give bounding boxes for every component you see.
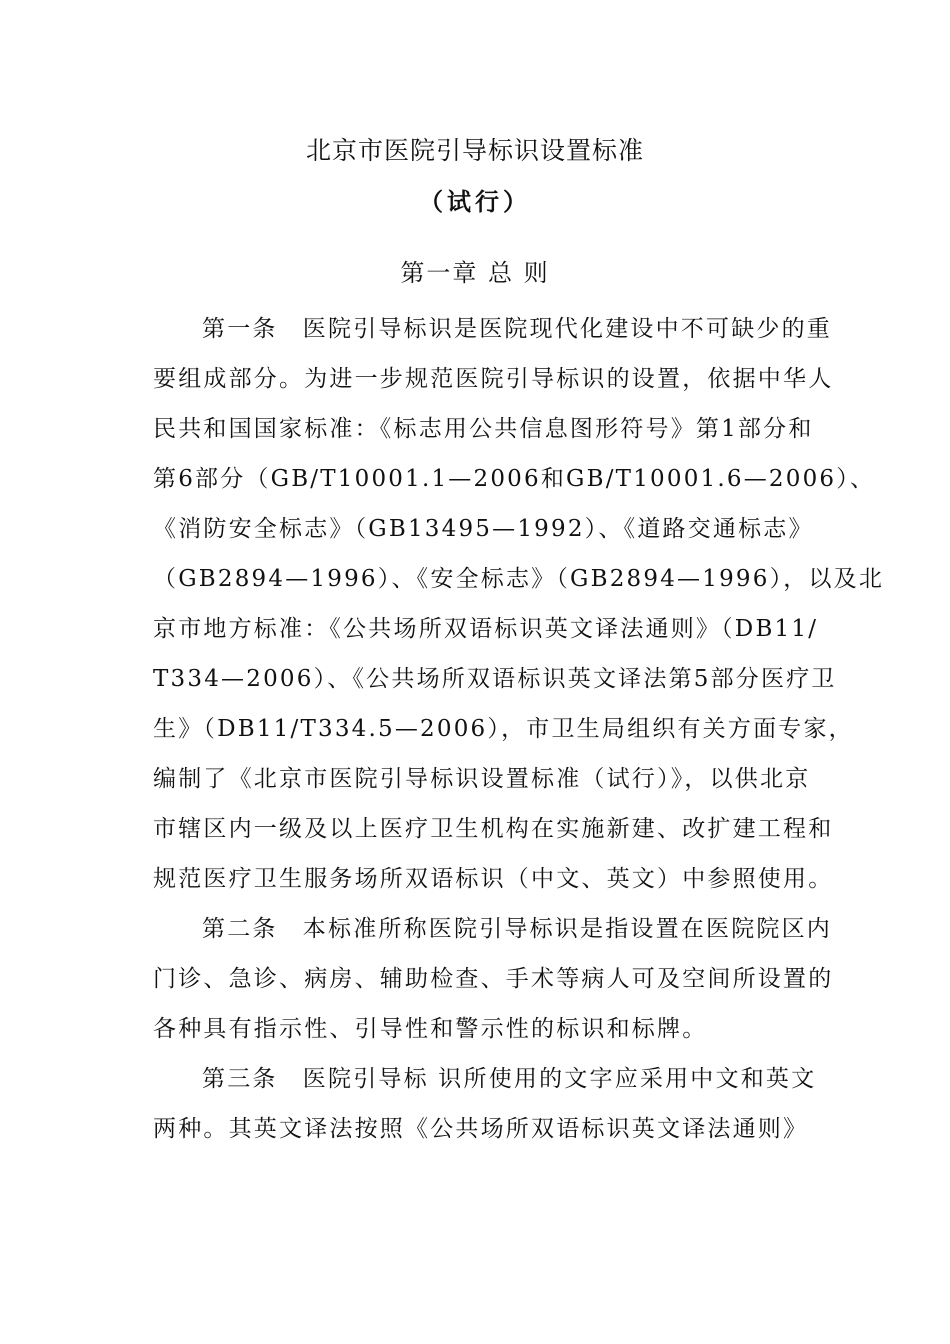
article-1-line-5: 《消防安全标志》（GB13495—1992）、《道路交通标志》 bbox=[153, 516, 814, 542]
article-1-line-2: 要组成部分。为进一步规范医院引导标识的设置，依据中华人 bbox=[153, 366, 834, 392]
article-1-line-6: （GB2894—1996）、《安全标志》（GB2894—1996），以及北 bbox=[153, 566, 885, 592]
article-1-line-8: T334—2006）、《公共场所双语标识英文译法第5部分医疗卫 bbox=[153, 666, 837, 692]
article-2-line-3: 各种具有指示性、引导性和警示性的标识和标牌。 bbox=[153, 1016, 708, 1042]
article-3-line-2: 两种。其英文译法按照《公共场所双语标识英文译法通则》 bbox=[153, 1116, 809, 1142]
document-subtitle: （试行） bbox=[419, 187, 531, 216]
article-1-line-3: 民共和国国家标准：《标志用公共信息图形符号》第1部分和 bbox=[153, 416, 814, 442]
article-2-line-1: 第二条 本标准所称医院引导标识是指设置在医院院区内 bbox=[202, 916, 832, 942]
article-1-line-1: 第一条 医院引导标识是医院现代化建设中不可缺少的重 bbox=[202, 316, 832, 342]
article-3-line-1: 第三条 医院引导标 识所使用的文字应采用中文和英文 bbox=[202, 1066, 817, 1092]
article-1-line-10: 编制了《北京市医院引导标识设置标准（试行）》，以供北京 bbox=[153, 766, 811, 792]
article-2-line-2: 门诊、急诊、病房、辅助检查、手术等病人可及空间所设置的 bbox=[153, 966, 834, 992]
article-1-line-12: 规范医疗卫生服务场所双语标识（中文、英文）中参照使用。 bbox=[153, 866, 834, 892]
document-title: 北京市医院引导标识设置标准 bbox=[305, 136, 644, 165]
article-1-line-7: 京市地方标准：《公共场所双语标识英文译法通则》（DB11/ bbox=[153, 616, 819, 642]
article-1-line-4: 第6部分（GB/T10001.1—2006和GB/T10001.6—2006）、 bbox=[153, 466, 876, 492]
article-1-line-9: 生》（DB11/T334.5—2006），市卫生局组织有关方面专家， bbox=[153, 716, 854, 742]
article-1-line-11: 市辖区内一级及以上医疗卫生机构在实施新建、改扩建工程和 bbox=[153, 816, 834, 842]
chapter-heading: 第一章 总 则 bbox=[400, 259, 550, 287]
